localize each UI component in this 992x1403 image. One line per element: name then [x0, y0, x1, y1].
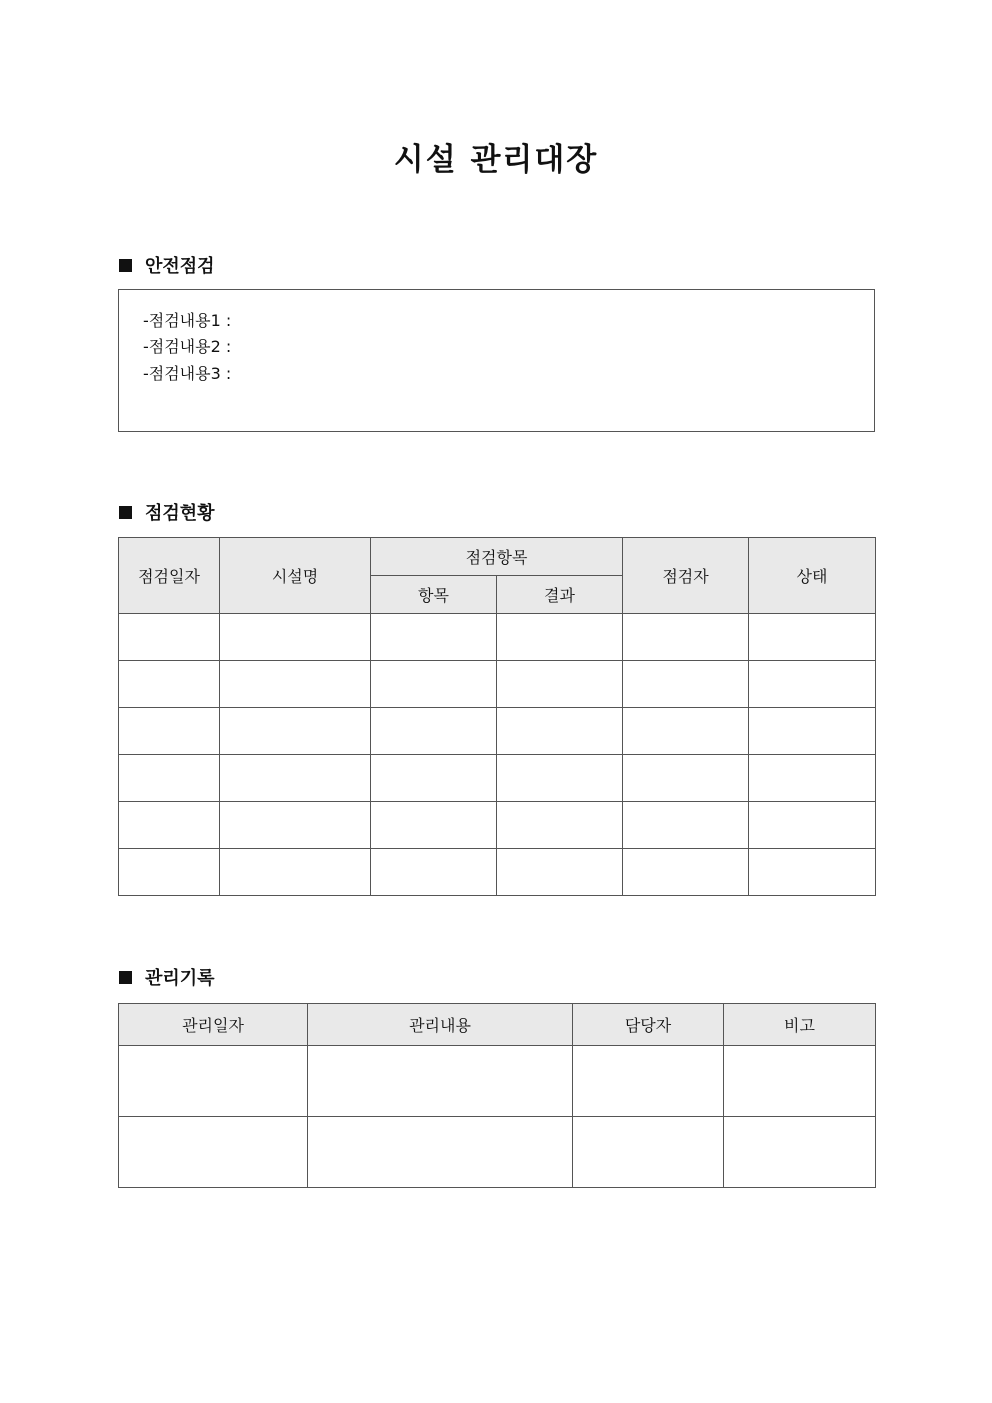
- table-cell[interactable]: [220, 802, 371, 849]
- table-row: [119, 708, 876, 755]
- table-cell[interactable]: [220, 661, 371, 708]
- table-cell[interactable]: [497, 849, 623, 896]
- table-cell[interactable]: [119, 661, 220, 708]
- table-cell[interactable]: [497, 661, 623, 708]
- table-cell[interactable]: [220, 755, 371, 802]
- table-cell[interactable]: [371, 708, 497, 755]
- table-cell[interactable]: [623, 849, 749, 896]
- table-cell[interactable]: [749, 708, 876, 755]
- check-item-1: -점검내용1 :: [143, 311, 232, 330]
- table-cell[interactable]: [749, 849, 876, 896]
- table-cell[interactable]: [371, 755, 497, 802]
- table-cell[interactable]: [119, 802, 220, 849]
- section-heading-label: 점검현황: [145, 503, 215, 524]
- table-cell[interactable]: [623, 661, 749, 708]
- header-inspector: 점검자: [623, 538, 749, 614]
- table-cell[interactable]: [119, 755, 220, 802]
- table-cell[interactable]: [119, 708, 220, 755]
- header-inspection-date: 점검일자: [119, 538, 220, 614]
- section-heading-status: [119, 500, 215, 524]
- section-heading-label: 관리기록: [145, 968, 215, 989]
- table-cell[interactable]: [749, 661, 876, 708]
- table-cell[interactable]: [623, 708, 749, 755]
- table-cell[interactable]: [220, 849, 371, 896]
- table-cell[interactable]: [119, 614, 220, 661]
- table-row: [119, 755, 876, 802]
- table-row: [119, 802, 876, 849]
- table-cell[interactable]: [371, 849, 497, 896]
- square-bullet-icon: [119, 259, 132, 272]
- table-cell[interactable]: [724, 1117, 876, 1188]
- table-row: [119, 1117, 876, 1188]
- safety-check-box: [118, 289, 875, 432]
- page-title: 시설 관리대장: [393, 142, 599, 178]
- table-cell[interactable]: [308, 1046, 573, 1117]
- square-bullet-icon: [119, 971, 132, 984]
- table-cell[interactable]: [371, 614, 497, 661]
- table-cell[interactable]: [623, 755, 749, 802]
- table-row: [119, 849, 876, 896]
- inspection-status-table: [118, 537, 876, 896]
- table-cell[interactable]: [308, 1117, 573, 1188]
- square-bullet-icon: [119, 506, 132, 519]
- section-heading-label: 안전점검: [145, 256, 215, 277]
- table-cell[interactable]: [371, 661, 497, 708]
- table-cell[interactable]: [749, 802, 876, 849]
- table-cell[interactable]: [497, 802, 623, 849]
- header-facility-name: 시설명: [220, 538, 371, 614]
- header-management-content: 관리내용: [308, 1004, 573, 1046]
- table-cell[interactable]: [623, 614, 749, 661]
- section-heading-records: [119, 965, 215, 989]
- check-item-3: -점검내용3 :: [143, 364, 232, 383]
- table-cell[interactable]: [623, 802, 749, 849]
- table-cell[interactable]: [119, 1117, 308, 1188]
- table-cell[interactable]: [371, 802, 497, 849]
- header-item: 항목: [371, 576, 497, 614]
- header-remarks: 비고: [724, 1004, 876, 1046]
- table-cell[interactable]: [497, 708, 623, 755]
- table-row: [119, 661, 876, 708]
- table-cell[interactable]: [220, 614, 371, 661]
- header-state: 상태: [749, 538, 876, 614]
- table-cell[interactable]: [119, 849, 220, 896]
- management-record-table: [118, 1003, 876, 1188]
- table-cell[interactable]: [497, 614, 623, 661]
- table-row: [119, 1046, 876, 1117]
- section-heading-safety: [119, 253, 215, 277]
- table-cell[interactable]: [497, 755, 623, 802]
- table-cell[interactable]: [220, 708, 371, 755]
- check-item-2: -점검내용2 :: [143, 337, 232, 356]
- header-result: 결과: [497, 576, 623, 614]
- header-inspection-items: 점검항목: [371, 538, 623, 576]
- table-cell[interactable]: [749, 755, 876, 802]
- table-row: [119, 614, 876, 661]
- table-cell[interactable]: [119, 1046, 308, 1117]
- table-cell[interactable]: [749, 614, 876, 661]
- header-person-in-charge: 담당자: [573, 1004, 724, 1046]
- table-cell[interactable]: [573, 1046, 724, 1117]
- table-cell[interactable]: [573, 1117, 724, 1188]
- header-management-date: 관리일자: [119, 1004, 308, 1046]
- table-cell[interactable]: [724, 1046, 876, 1117]
